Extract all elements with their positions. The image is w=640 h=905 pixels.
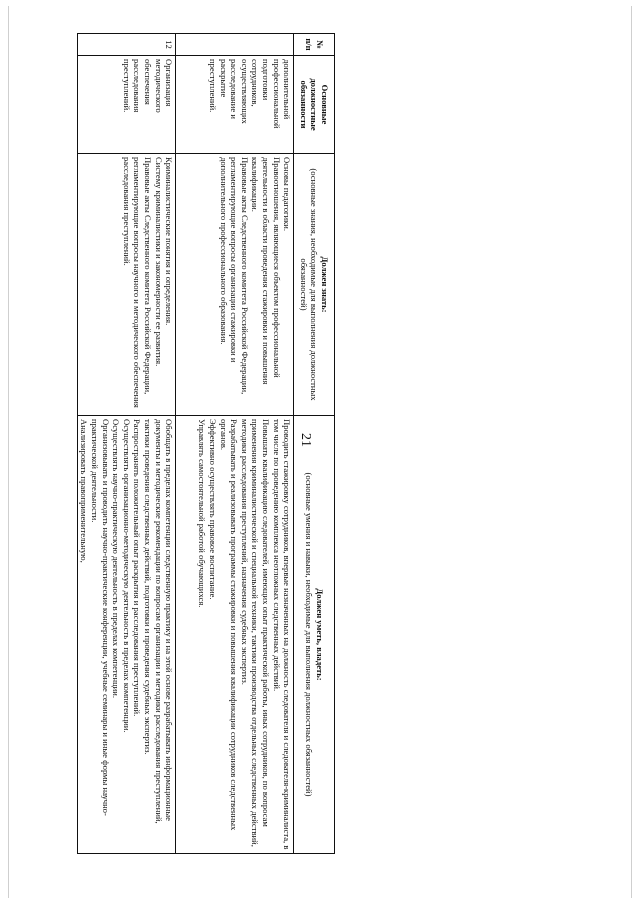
header-know: Должен знать: (основные знания, необходимые для выполнения должностных обязанностей) bbox=[294, 154, 335, 416]
header-can: Должен уметь, владеть: (основные умения и навыки, необходимые для выполнения должностных обязанностей) bbox=[294, 416, 335, 854]
row-num: 12 bbox=[77, 34, 175, 56]
competency-table bbox=[77, 33, 335, 854]
row-num bbox=[176, 34, 294, 56]
page-number: 21 bbox=[298, 433, 313, 447]
row-duties: Организация методического обеспечения расследования преступлений. bbox=[77, 56, 175, 154]
row-know: Основы педагогики. Правоотношения, являющиеся объектом профессиональной деятельности в области проведения стажировки и повышения квалификации. Правовые акты Следственного комитета Российской Федерации, регламентирующие вопросы организации стажировки и дополнительного профессионального образования. bbox=[176, 154, 294, 416]
header-duties: Основные должностные обязанности bbox=[294, 56, 335, 154]
row-duties: дополнительной профессиональной подготовки сотрудников, осуществляющих расследование и раскрытие преступлений. bbox=[176, 56, 294, 154]
row-can: Обобщать в пределах компетенции следственную практику и на этой основе разрабатывать информационные документы и методические рекомендации по вопросам организации и методики расследования преступлений, тактики проведения следственных действий, подготовки и проведения судебных экспертиз. Распространять положительный опыт раскрытия и расследования преступлений. Осуществлять организационно-методическую деятельность в пределах компетенции. Осуществлять научно-практическую деятельность в пределах компетенции. Организовывать и проводить научно-практические конференции, учебные семинары и иные формы научно-практической деятельности. Анализировать правоприменительную, bbox=[77, 416, 175, 854]
table-row bbox=[176, 34, 294, 854]
rotated-table-area bbox=[70, 33, 335, 853]
header-num: № п/п bbox=[294, 34, 335, 56]
table-header-row bbox=[294, 34, 335, 854]
row-know: Криминалистические понятия и определения. Систему криминалистики и закономерности ее развития. Правовые акты Следственного комитета Российской Федерации, регламентирующие вопросы научного и методического обеспечения расследования преступлений. bbox=[77, 154, 175, 416]
row-can: Проводить стажировку сотрудников, впервые назначенных на должность следователя и следователя-криминалиста, в том числе по проведению комплекса неотложных следственных действий. Повышать квалификацию следователей, имеющих опыт практической работы, иных сотрудников, по вопросам применения криминалистической и специальной техники, тактики производства отдельных следственных действий, методики расследования преступлений, назначения судебных экспертиз. Разрабатывать и реализовывать программы стажировки и повышения квалификации сотрудников следственных органов. Эффективно осуществлять правовое воспитание. Управлять самостоятельной работой обучающихся. bbox=[176, 416, 294, 854]
table-row bbox=[77, 34, 175, 854]
